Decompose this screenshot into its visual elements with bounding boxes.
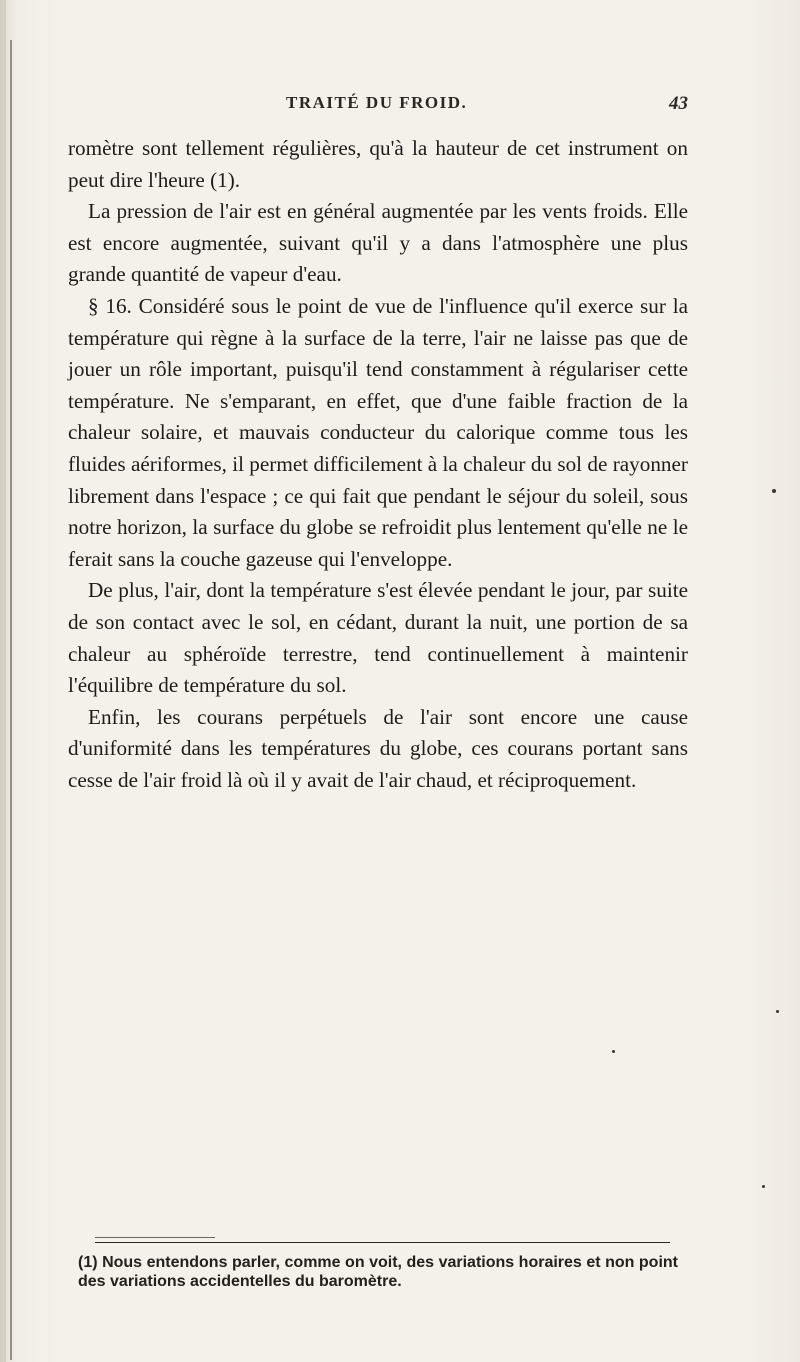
paragraph-section-16: § 16. Considéré sous le point de vue de l'influence qu'il exerce sur la température qui règne à la surface de la terre, l'air ne laisse pas que de jouer un rôle important, puisqu'il tend constamment à régulariser cette température. Ne s'emparant, en effet, que d'une faible fraction de la chaleur solaire, et mauvais conducteur du calorique comme tous les fluides aériformes, il permet difficilement à la chaleur du sol de rayonner librement dans l'espace ; ce qui fait que pendant le séjour du soleil, sous notre horizon, la surface du globe se refroidit plus lentement qu'elle ne le ferait sans la couche gazeuse qui l'enveloppe. (68, 293, 688, 571)
paragraph-de-plus: De plus, l'air, dont la température s'est élevée pendant le jour, par suite de son contact avec le sol, en cédant, durant la nuit, une portion de sa chaleur au sphéroïde terrestre, tend continuellement à maintenir l'équilibre de température du sol. (68, 578, 688, 698)
paragraph-pressure: La pression de l'air est en général augmentée par les vents froids. Elle est encore augmentée, suivant qu'il y a dans l'atmosphère une plus grande quantité de vapeur d'eau. (68, 199, 688, 287)
footnote-separator-upper (95, 1237, 215, 1238)
main-text (68, 133, 688, 796)
page-gutter-shadow (0, 0, 6, 1362)
running-head: TRAITÉ DU FROID. (286, 93, 468, 112)
paper-speck (612, 1050, 615, 1053)
page-header (68, 93, 688, 123)
paper-speck (772, 489, 776, 493)
paper-speck (762, 1185, 765, 1188)
paper-speck (776, 1010, 779, 1013)
binding-edge-line (10, 40, 12, 1360)
paragraph-enfin: Enfin, les courans perpétuels de l'air sont encore une cause d'uniformité dans les températures du globe, ces courans portant sans cesse de l'air froid là où il y avait de l'air chaud, et réciproquement. (68, 704, 688, 792)
footnote: (1) Nous entendons parler, comme on voit, des variations horaires et non point des variations accidentelles du baromètre. (78, 1254, 678, 1290)
paragraph-continuation: romètre sont tellement régulières, qu'à la hauteur de cet instrument on peut dire l'heure (1). (68, 136, 688, 192)
page-number: 43 (669, 93, 688, 114)
footnote-separator (95, 1242, 670, 1243)
